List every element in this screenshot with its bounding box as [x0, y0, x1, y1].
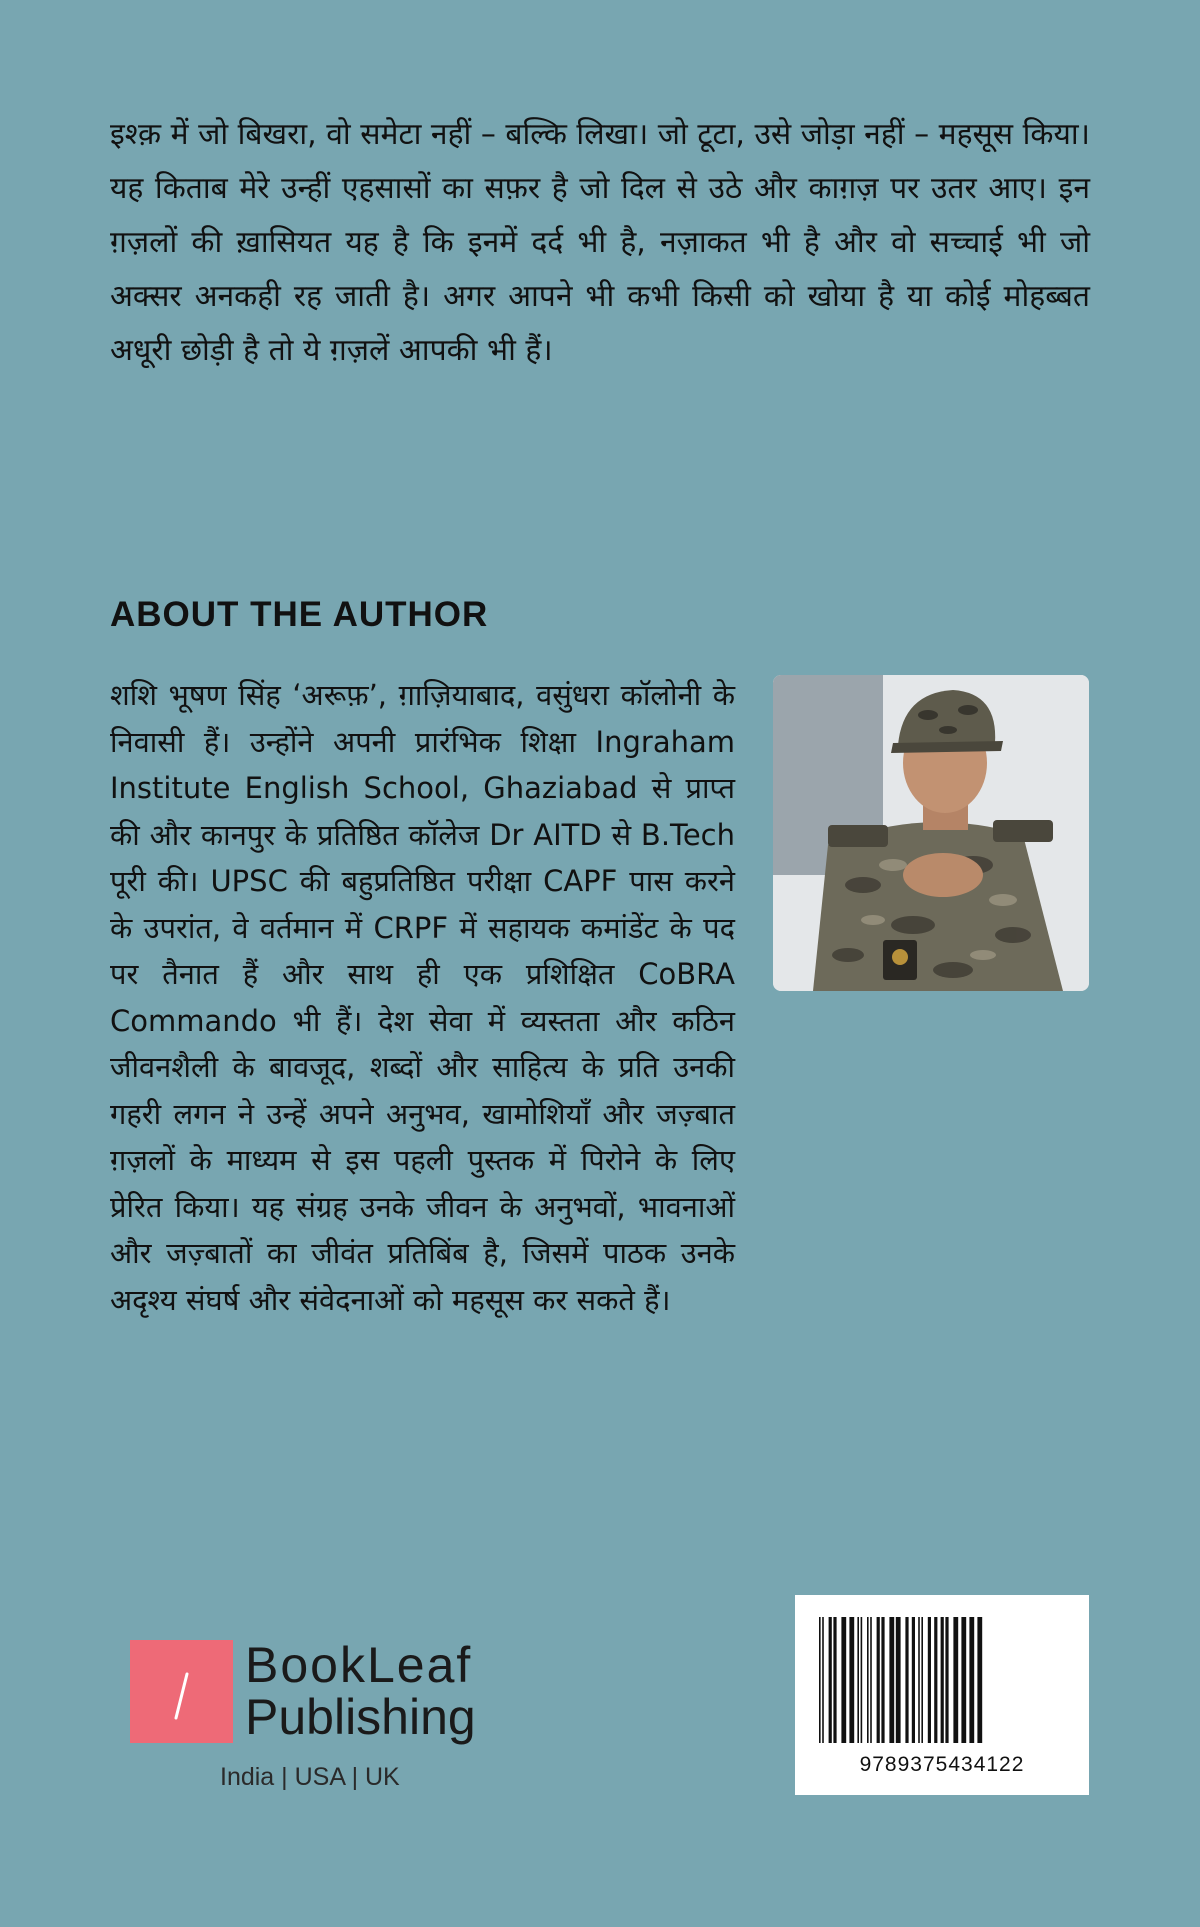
barcode-bar [833, 1617, 836, 1743]
leaf-logo-icon [130, 1640, 233, 1743]
barcode-bar [918, 1617, 920, 1743]
barcode-bar [857, 1617, 859, 1743]
barcode-bar [969, 1617, 974, 1743]
publisher-regions: India | USA | UK [220, 1763, 400, 1791]
barcode-bar [870, 1617, 872, 1743]
barcode-bar [881, 1617, 884, 1743]
barcode-bar [977, 1617, 982, 1743]
barcode-bar [961, 1617, 966, 1743]
barcode-bar [877, 1617, 880, 1743]
barcode-bar [905, 1617, 908, 1743]
isbn-barcode [795, 1595, 1089, 1795]
publisher-name-line2: Publishing [245, 1689, 476, 1745]
barcode-bar [945, 1617, 948, 1743]
barcode-bar [934, 1617, 937, 1743]
barcode-bar [849, 1617, 854, 1743]
barcode-bar [921, 1617, 923, 1743]
barcode-bar [861, 1617, 863, 1743]
barcode-bar [867, 1617, 869, 1743]
barcode-bar [829, 1617, 832, 1743]
author-photo [773, 675, 1089, 991]
barcode-bar [889, 1617, 894, 1743]
isbn-number: 9789375434122 [859, 1753, 1025, 1776]
publisher-logo [130, 1635, 550, 1795]
barcode-bars [817, 1617, 1067, 1747]
barcode-bar [896, 1617, 901, 1743]
barcode-bar [928, 1617, 931, 1743]
barcode-bar [822, 1617, 824, 1743]
barcode-bar [841, 1617, 846, 1743]
about-author-heading: ABOUT THE AUTHOR [110, 595, 489, 634]
back-cover-blurb: इश्क़ में जो बिखरा, वो समेटा नहीं – बल्कि लिखा। जो टूटा, उसे जोड़ा नहीं – महसूस किया। यह किताब मेरे उन्हीं एहसासों का सफ़र है जो दिल से उठे और काग़ज़ पर उतर आए। इन ग़ज़लों की ख़ासियत यह है कि इनमें दर्द भी है, नज़ाकत भी है और वो सच्चाई भी जो अक्सर अनकही रह जाती है। अगर आपने भी कभी किसी को खोया है या कोई मोहब्बत अधूरी छोड़ी है तो ये ग़ज़लें आपकी भी हैं। [110, 117, 1090, 368]
barcode-bar [941, 1617, 944, 1743]
author-bio: शशि भूषण सिंह ‘अरूफ़’, ग़ाज़ियाबाद, वसुंधरा कॉलोनी के निवासी हैं। उन्होंने अपनी प्रारंभिक शिक्षा Ingraham Institute English School, Ghaziabad से प्राप्त की और कानपुर के प्रतिष्ठित कॉलेज Dr AITD से B.Tech पूरी की। UPSC की बहुप्रतिष्ठित परीक्षा CAPF पास करने के उपरांत, वे वर्तमान में CRPF में सहायक कमांडेंट के पद पर तैनात हैं और साथ ही एक प्रशिक्षित CoBRA Commando भी हैं। देश सेवा में व्यस्तता और कठिन जीवनशैली के बावजूद, शब्दों और साहित्य के प्रति उनकी गहरी लगन ने उन्हें अपने अनुभव, खामोशियाँ और जज़्बात ग़ज़लों के माध्यम से इस पहली पुस्तक में पिरोने के लिए प्रेरित किया। यह संग्रह उनके जीवन के अनुभवों, भावनाओं और जज़्बातों का जीवंत प्रतिबिंब है, जिसमें पाठक उनके अदृश्य संघर्ष और संवेदनाओं को महसूस कर सकते हैं। [110, 678, 735, 1317]
barcode-bar [819, 1617, 821, 1743]
barcode-bar [953, 1617, 958, 1743]
barcode-bar [912, 1617, 915, 1743]
publisher-name-line1: BookLeaf [245, 1637, 473, 1693]
